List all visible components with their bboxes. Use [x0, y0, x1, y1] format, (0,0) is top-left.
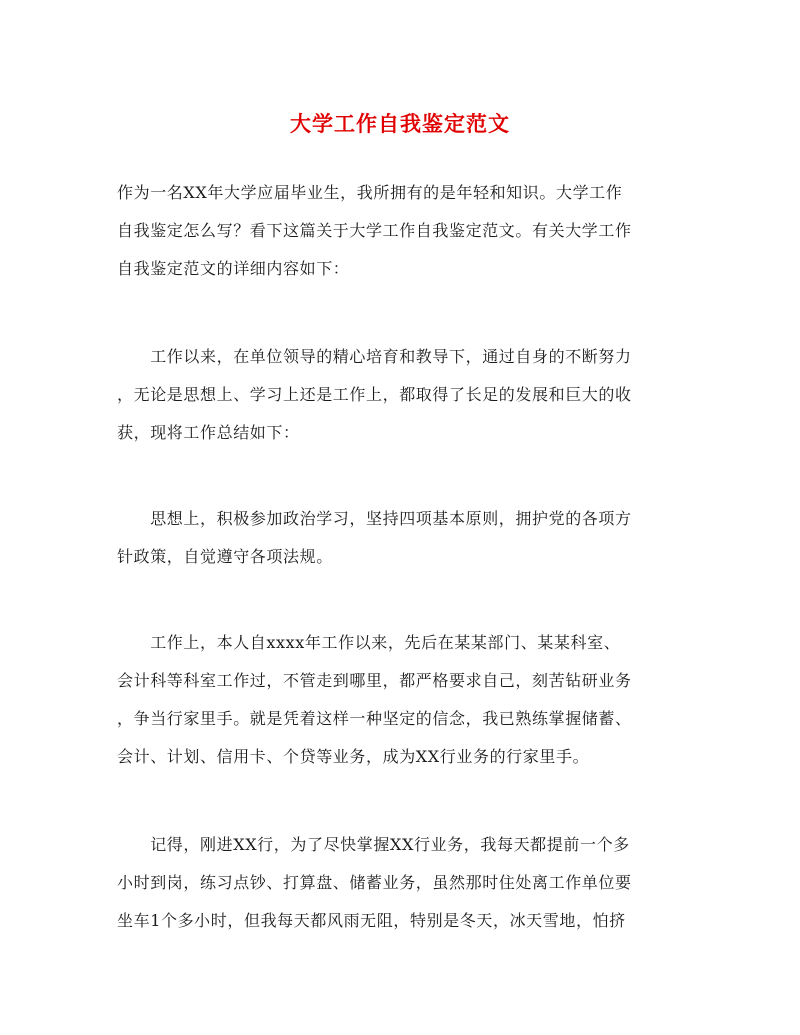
paragraph-memory	[117, 826, 691, 940]
document-title: 大学工作自我鉴定范文	[290, 111, 510, 136]
text-line: 工作上，本人自xxxx年工作以来，先后在某某部门、某某科室、	[117, 633, 621, 652]
text-line: 小时到岗，练习点钞、打算盘、储蓄业务，虽然那时住处离工作单位要	[117, 873, 632, 892]
text-line: 自我鉴定怎么写？看下这篇关于大学工作自我鉴定范文。有关大学工作	[117, 221, 632, 240]
paragraph-summary-intro	[117, 338, 691, 452]
text-line: 针政策，自觉遵守各项法规。	[117, 547, 333, 566]
text-line: 工作以来，在单位领导的精心培育和教导下，通过自身的不断努力	[117, 347, 632, 366]
text-line: 会计、计划、信用卡、个贷等业务，成为XX行业务的行家里手。	[117, 747, 590, 766]
text-line: 获，现将工作总结如下：	[117, 423, 300, 442]
text-line: ，无论是思想上、学习上还是工作上，都取得了长足的发展和巨大的收	[117, 385, 632, 404]
text-line: 坐车1个多小时，但我每天都风雨无阻，特别是冬天，冰天雪地，怕挤	[117, 911, 626, 930]
text-line: 思想上，积极参加政治学习，坚持四项基本原则，拥护党的各项方	[117, 509, 632, 528]
paragraph-work	[117, 624, 691, 776]
paragraph-ideology	[117, 500, 691, 576]
text-line: ，争当行家里手。就是凭着这样一种坚定的信念，我已熟练掌握储蓄、	[117, 709, 632, 728]
text-line: 会计科等科室工作过，不管走到哪里，都严格要求自己，刻苦钻研业务	[117, 671, 632, 690]
text-line: 记得，刚进XX行，为了尽快掌握XX行业务，我每天都提前一个多	[117, 835, 630, 854]
paragraph-intro	[117, 174, 691, 288]
text-line: 作为一名XX年大学应届毕业生，我所拥有的是年轻和知识。大学工作	[117, 183, 623, 202]
text-line: 自我鉴定范文的详细内容如下：	[117, 259, 350, 278]
